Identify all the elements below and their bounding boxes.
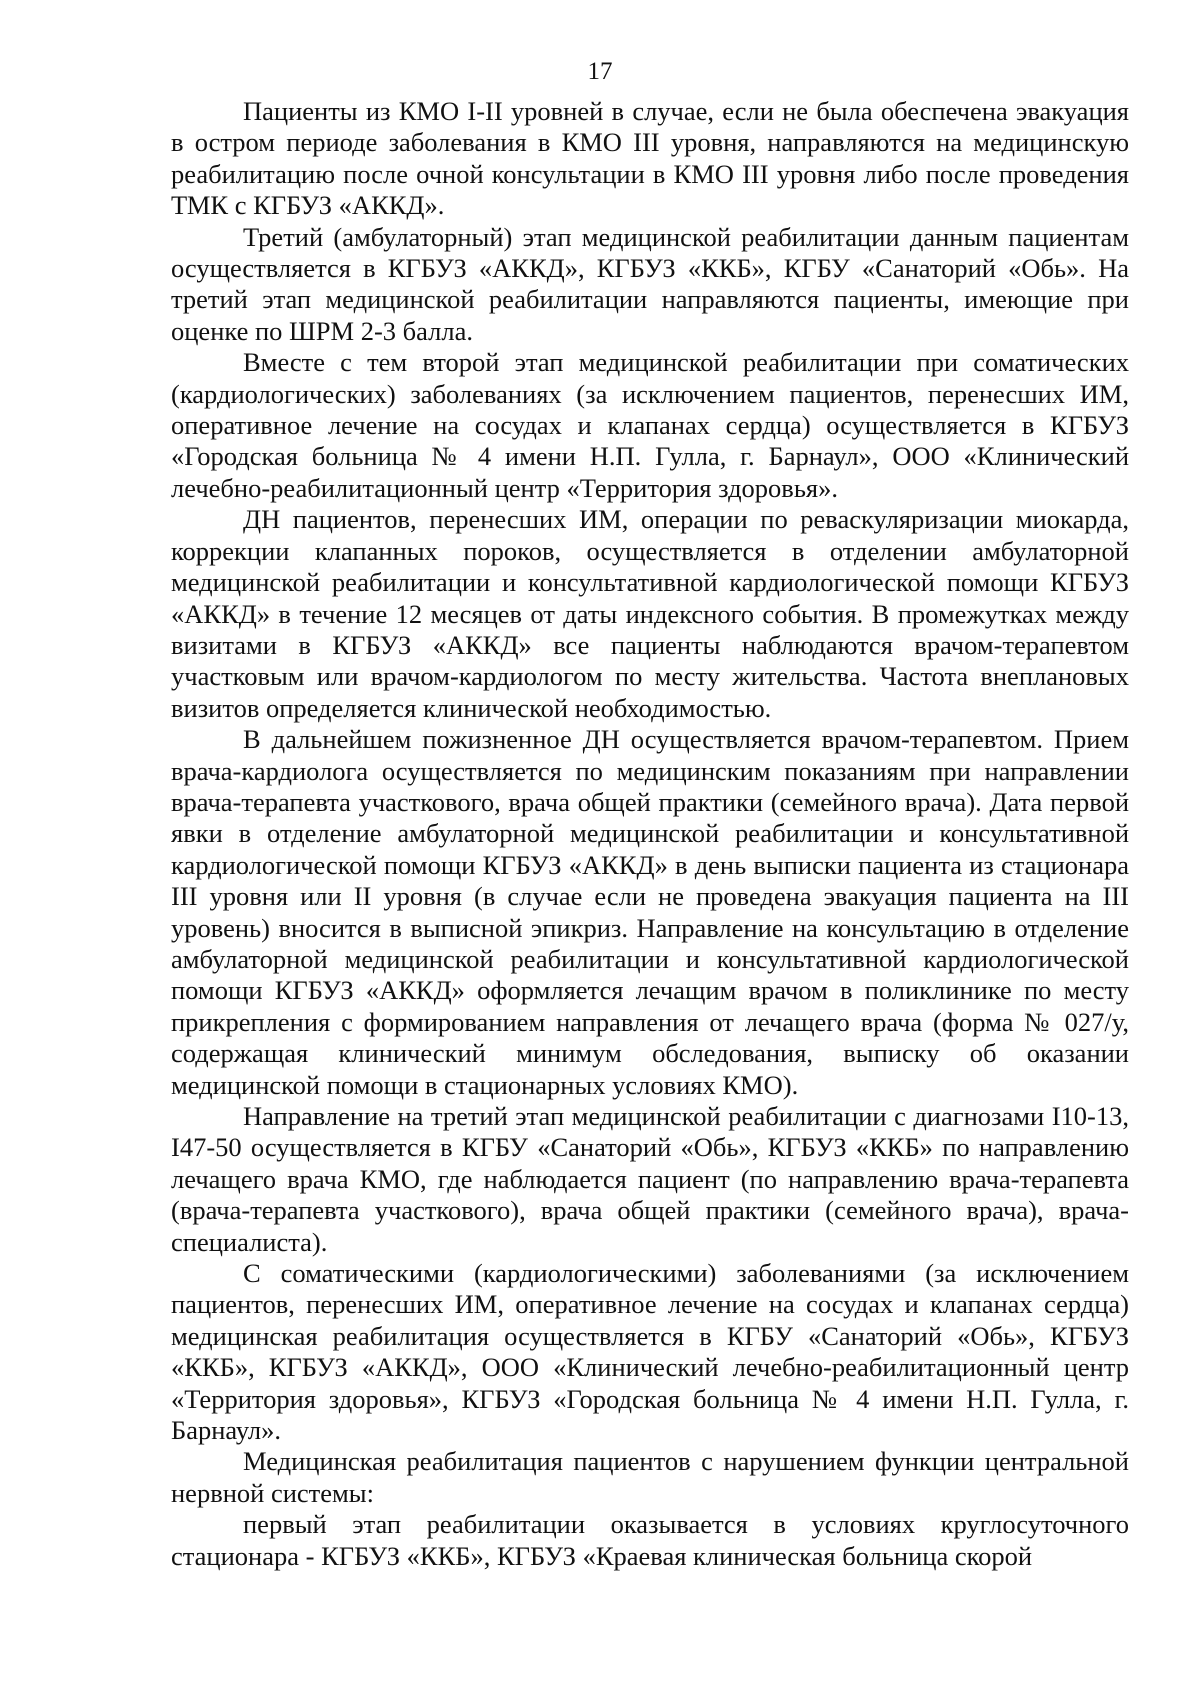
- paragraph-7: С соматическими (кардиологическими) заболеваниями (за исключением пациентов, перенесших ИМ, оперативное лечение на сосудах и клапанах сердца) медицинская реабилитация осуществляется в КГБУ «Санаторий «Обь», КГБУЗ «ККБ», КГБУЗ «АККД», ООО «Клинический лечебно-реабилитационный центр «Территория здоровья», КГБУЗ «Городская больница № 4 имени Н.П. Гулла, г. Барнаул».: [171, 1258, 1129, 1446]
- paragraph-9: первый этап реабилитации оказывается в условиях круглосуточного стационара - КГБУЗ «ККБ», КГБУЗ «Краевая клиническая больница скорой: [171, 1509, 1129, 1571]
- document-body: [171, 96, 1129, 1572]
- paragraph-2: Третий (амбулаторный) этап медицинской реабилитации данным пациентам осуществляется в КГБУЗ «АККД», КГБУЗ «ККБ», КГБУ «Санаторий «Обь». На третий этап медицинской реабилитации направляются пациенты, имеющие при оценке по ШРМ 2-3 балла.: [171, 221, 1129, 346]
- page-number: 17: [587, 58, 613, 85]
- paragraph-4: ДН пациентов, перенесших ИМ, операции по реваскуляризации миокарда, коррекции клапанных пороков, осуществляется в отделении амбулаторной медицинской реабилитации и консультативной кардиологической помощи КГБУЗ «АККД» в течение 12 месяцев от даты индексного события. В промежутках между визитами в КГБУЗ «АККД» все пациенты наблюдаются врачом-терапевтом участковым или врачом-кардиологом по месту жительства. Частота внеплановых визитов определяется клинической необходимостью.: [171, 504, 1129, 723]
- paragraph-3: Вместе с тем второй этап медицинской реабилитации при соматических (кардиологических) заболеваниях (за исключением пациентов, перенесших ИМ, оперативное лечение на сосудах и клапанах сердца) осуществляется в КГБУЗ «Городская больница № 4 имени Н.П. Гулла, г. Барнаул», ООО «Клинический лечебно-реабилитационный центр «Территория здоровья».: [171, 347, 1129, 503]
- paragraph-5: В дальнейшем пожизненное ДН осуществляется врачом-терапевтом. Прием врача-кардиолога осуществляется по медицинским показаниям при направлении врача-терапевта участкового, врача общей практики (семейного врача). Дата первой явки в отделение амбулаторной медицинской реабилитации и консультативной кардиологической помощи КГБУЗ «АККД» в день выписки пациента из стационара III уровня или II уровня (в случае если не проведена эвакуация пациента на III уровень) вносится в выписной эпикриз. Направление на консультацию в отделение амбулаторной медицинской реабилитации и консультативной кардиологической помощи КГБУЗ «АККД» оформляется лечащим врачом в поликлинике по месту прикрепления с формированием направления от лечащего врача (форма № 027/у, содержащая клинический минимум обследования, выписку об оказании медицинской помощи в стационарных условиях КМО).: [171, 724, 1129, 1100]
- paragraph-8: Медицинская реабилитация пациентов с нарушением функции центральной нервной системы:: [171, 1446, 1129, 1508]
- paragraph-1: Пациенты из КМО I-II уровней в случае, если не была обеспечена эвакуация в остром периоде заболевания в КМО III уровня, направляются на медицинскую реабилитацию после очной консультации в КМО III уровня либо после проведения ТМК с КГБУЗ «АККД».: [171, 96, 1129, 221]
- paragraph-6: Направление на третий этап медицинской реабилитации с диагнозами I10-13, I47-50 осуществляется в КГБУ «Санаторий «Обь», КГБУЗ «ККБ» по направлению лечащего врача КМО, где наблюдается пациент (по направлению врача-терапевта (врача-терапевта участкового), врача общей практики (семейного врача), врача-специалиста).: [171, 1101, 1129, 1257]
